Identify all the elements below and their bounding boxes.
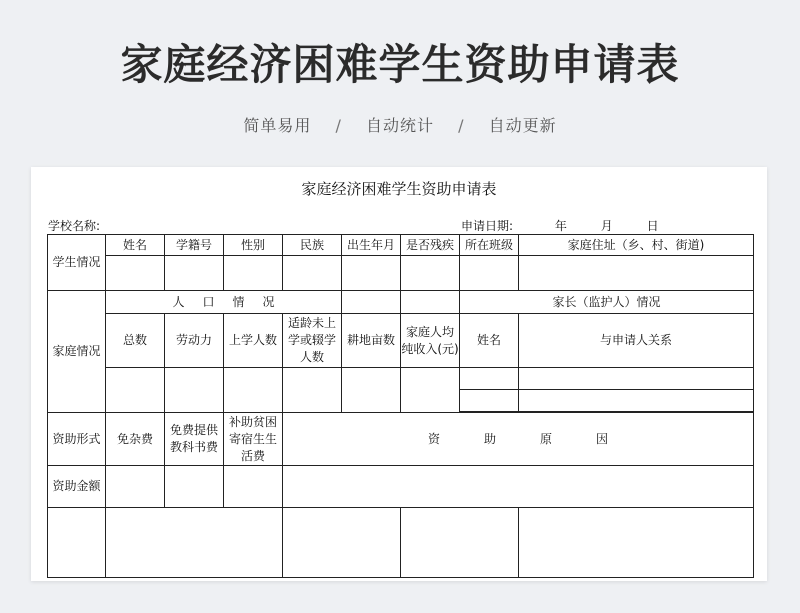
application-table (47, 234, 754, 578)
blank-cell (401, 291, 460, 314)
form-title: 家庭经济困难学生资助申请表 (301, 180, 497, 198)
input-cell[interactable] (519, 368, 754, 390)
input-cell[interactable] (342, 368, 401, 413)
blank-cell (283, 508, 401, 578)
input-cell[interactable] (283, 368, 342, 413)
blank-cell (48, 508, 106, 578)
tag-stats: 自动统计 (365, 116, 434, 135)
aid-option-boarding: 补助贫困寄宿生生活费 (224, 413, 283, 466)
aid-reason-char: 助 (483, 431, 496, 446)
student-input-row (48, 256, 754, 291)
col-ethnicity: 民族 (283, 235, 342, 256)
population-header-char: 人 (172, 294, 185, 309)
population-header-char: 情 (232, 294, 245, 309)
blank-cell (106, 508, 283, 578)
input-cell[interactable] (460, 390, 519, 412)
col-guardian-name: 姓名 (460, 314, 519, 368)
aid-option-fee-waiver: 免杂费 (106, 413, 165, 466)
aid-amount-label: 资助金额 (48, 466, 106, 508)
student-info-label: 学生情况 (48, 235, 106, 291)
input-cell[interactable] (519, 390, 754, 412)
input-cell[interactable] (342, 256, 401, 291)
family-columns-row (48, 314, 754, 368)
aid-form-row (48, 413, 754, 466)
col-dropouts: 适龄未上学或辍学人数 (283, 314, 342, 368)
input-cell[interactable] (460, 256, 519, 291)
input-cell[interactable] (165, 466, 224, 508)
col-farmland: 耕地亩数 (342, 314, 401, 368)
blank-cell (342, 291, 401, 314)
tag-separator: / (458, 116, 465, 135)
day-label: 日 (646, 219, 659, 233)
col-name: 姓名 (106, 235, 165, 256)
population-header-char: 口 (202, 294, 215, 309)
col-student-id: 学籍号 (165, 235, 224, 256)
aid-amount-row (48, 466, 754, 508)
tag-easy: 简单易用 (243, 116, 312, 135)
application-date (461, 217, 659, 234)
population-header-char: 况 (262, 294, 275, 309)
input-cell[interactable] (106, 368, 165, 413)
input-cell[interactable] (165, 256, 224, 291)
col-gender: 性别 (224, 235, 283, 256)
input-cell[interactable] (283, 256, 342, 291)
aid-reason-input[interactable] (283, 466, 754, 508)
input-cell[interactable] (106, 256, 165, 291)
month-label: 月 (600, 219, 613, 233)
tag-separator: / (335, 116, 342, 135)
aid-option-textbooks: 免费提供教科书费 (165, 413, 224, 466)
tag-update: 自动更新 (488, 116, 557, 135)
bottom-row (48, 508, 754, 578)
input-cell[interactable] (401, 368, 460, 413)
page-title: 家庭经济困难学生资助申请表 (120, 40, 680, 89)
input-cell[interactable] (106, 466, 165, 508)
aid-reason-char: 资 (427, 431, 440, 446)
date-label: 申请日期: (461, 219, 514, 233)
family-header-row (48, 291, 754, 314)
family-info-label: 家庭情况 (48, 291, 106, 413)
input-cell[interactable] (519, 256, 754, 291)
col-students: 上学人数 (224, 314, 283, 368)
input-cell[interactable] (224, 256, 283, 291)
input-cell[interactable] (460, 368, 519, 390)
input-cell[interactable] (224, 368, 283, 413)
col-disability: 是否残疾 (401, 235, 460, 256)
col-class: 所在班级 (460, 235, 519, 256)
col-total: 总数 (106, 314, 165, 368)
aid-reason-char: 因 (596, 431, 609, 446)
population-header (106, 291, 342, 314)
col-address: 家庭住址（乡、村、街道) (519, 235, 754, 256)
blank-cell (401, 508, 519, 578)
aid-form-label: 资助形式 (48, 413, 106, 466)
guardian-header: 家长（监护人）情况 (460, 291, 754, 314)
aid-reason-header (283, 413, 754, 466)
feature-tags (0, 113, 800, 136)
col-income: 家庭人均纯收入(元) (401, 314, 460, 368)
year-label: 年 (554, 219, 567, 233)
form-sheet (31, 167, 767, 581)
col-relationship: 与申请人关系 (519, 314, 754, 368)
input-cell[interactable] (165, 368, 224, 413)
input-cell[interactable] (401, 256, 460, 291)
aid-reason-char: 原 (540, 431, 553, 446)
blank-cell (519, 508, 754, 578)
col-birth-date: 出生年月 (342, 235, 401, 256)
school-name-label: 学校名称: (48, 219, 101, 233)
family-input-row (48, 368, 754, 390)
input-cell[interactable] (224, 466, 283, 508)
col-labor: 劳动力 (165, 314, 224, 368)
student-header-row (48, 235, 754, 256)
